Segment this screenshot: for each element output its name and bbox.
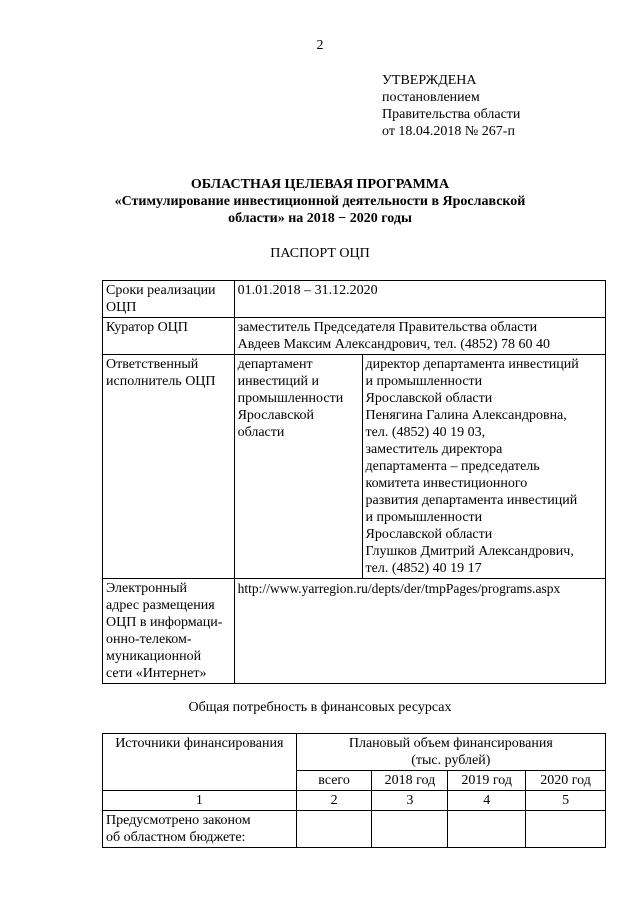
col-2018-header: 2018 год xyxy=(372,771,448,791)
executor-dept: департамент инвестиций и промышленности Ярославской области xyxy=(234,355,362,579)
col-total-header: всего xyxy=(296,771,372,791)
table-row xyxy=(103,355,606,579)
col-number-2: 2 xyxy=(296,791,372,811)
table-cell xyxy=(372,811,448,848)
program-title xyxy=(90,176,550,227)
approval-line-2: постановлением xyxy=(382,90,480,105)
financing-heading: Общая потребность в финансовых ресурсах xyxy=(188,700,452,715)
col-number-3: 3 xyxy=(372,791,448,811)
passport-table xyxy=(102,280,606,684)
approval-line-3: Правительства области xyxy=(382,107,521,122)
table-row xyxy=(103,318,606,355)
term-label: Сроки реализации ОЦП xyxy=(103,281,235,318)
col-2020-header: 2020 год xyxy=(526,771,606,791)
curator-label: Куратор ОЦП xyxy=(103,318,235,355)
title-line-2: «Стимулирование инвестиционной деятельности в Ярославской xyxy=(114,194,526,209)
col-planned-header: Плановый объем финансирования (тыс. рублей) xyxy=(296,734,605,771)
curator-value: заместитель Председателя Правительства области Авдеев Максим Александрович, тел. (4852) 78 60 40 xyxy=(234,318,605,355)
table-row xyxy=(103,579,606,684)
approval-stamp xyxy=(382,72,520,140)
col-sources-header: Источники финансирования xyxy=(103,734,297,791)
title-line-3: области» на 2018 − 2020 годы xyxy=(228,211,412,226)
table-cell xyxy=(296,811,372,848)
budget-row-label: Предусмотрено законом об областном бюджете: xyxy=(103,811,297,848)
table-row xyxy=(103,811,606,848)
address-value: http://www.yarregion.ru/depts/der/tmpPages/programs.aspx xyxy=(234,579,605,684)
col-2019-header: 2019 год xyxy=(448,771,526,791)
table-row xyxy=(103,734,606,771)
approval-line-1: УТВЕРЖДЕНА xyxy=(382,73,477,88)
term-value: 01.01.2018 – 31.12.2020 xyxy=(234,281,605,318)
title-line-1: ОБЛАСТНАЯ ЦЕЛЕВАЯ ПРОГРАММА xyxy=(190,177,450,192)
col-number-1: 1 xyxy=(103,791,297,811)
table-cell xyxy=(526,811,606,848)
table-row xyxy=(103,791,606,811)
financing-table xyxy=(102,733,606,848)
table-row xyxy=(103,281,606,318)
col-number-4: 4 xyxy=(448,791,526,811)
col-number-5: 5 xyxy=(526,791,606,811)
passport-heading: ПАСПОРТ ОЦП xyxy=(270,246,370,261)
table-cell xyxy=(448,811,526,848)
approval-line-4: от 18.04.2018 № 267-п xyxy=(382,124,515,139)
page-number: 2 xyxy=(316,38,324,53)
executor-label: Ответственный исполнитель ОЦП xyxy=(103,355,235,579)
address-label: Электронный адрес размещения ОЦП в информаци- онно-телеком- муникационной сети «Интернет» xyxy=(103,579,235,684)
executor-contacts: директор департамента инвестиций и промышленности Ярославской области Пенягина Галина Александровна, тел. (4852) 40 19 03, заместитель директора департамента – председатель комитета инвестиционного развития департамента инвестиций и промышленности Ярославской области Глушков Дмитрий Александрович, тел. (4852) 40 19 17 xyxy=(362,355,605,579)
